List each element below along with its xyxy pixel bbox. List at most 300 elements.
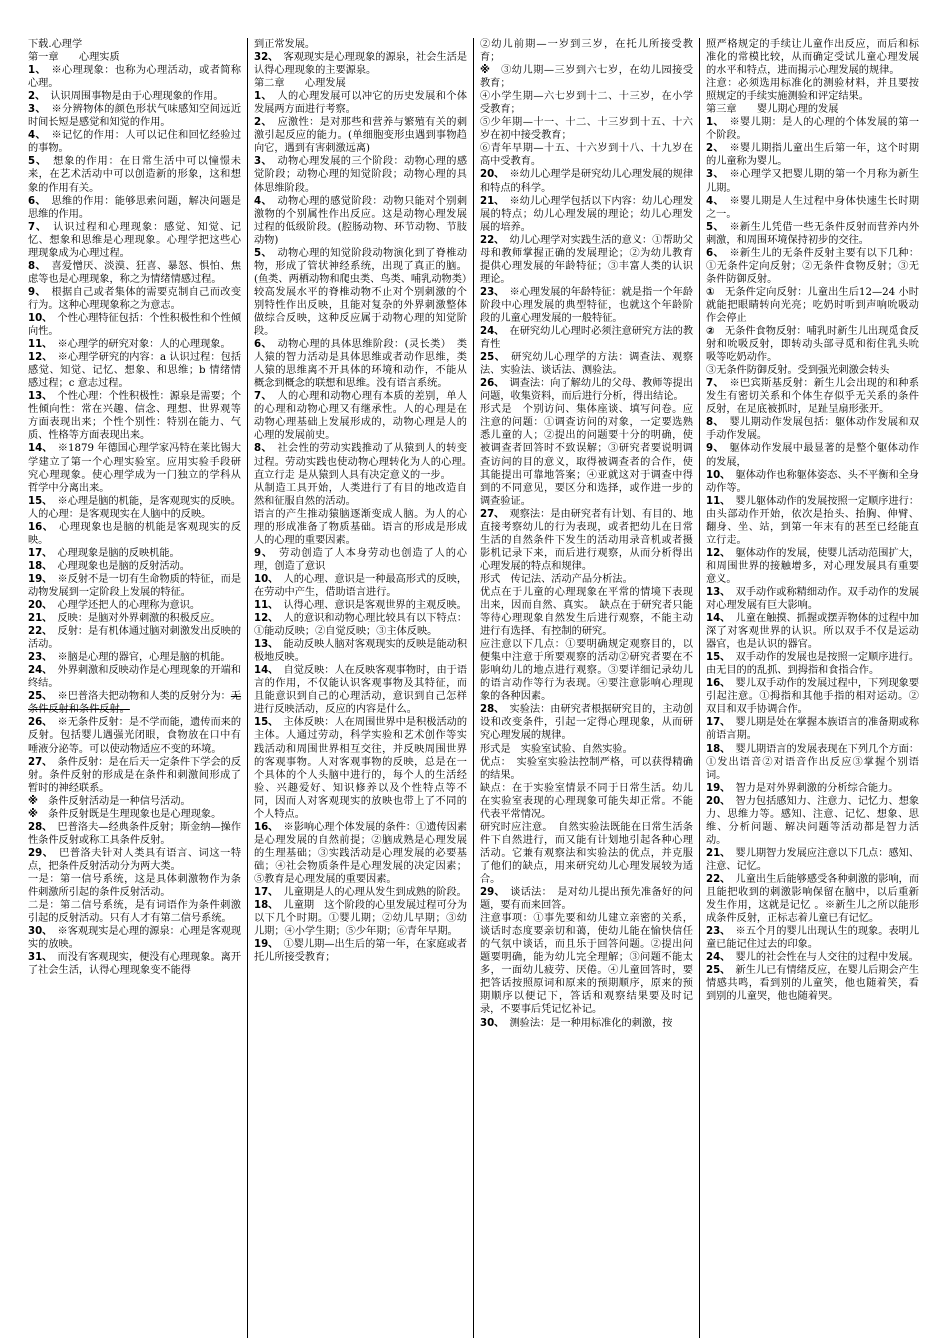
- paragraph: [480, 403, 693, 507]
- item-number: 30、: [28, 926, 48, 938]
- item-text: ⑤少年期—十一、十二、十三岁到十五、十六岁在初中接受教育；: [480, 117, 693, 142]
- paragraph: [28, 664, 241, 690]
- item-text: ※心理学的研究对象：人的心理现象。: [57, 339, 231, 351]
- column-divider: [699, 38, 700, 1338]
- paragraph: [254, 247, 467, 338]
- item-number: 13、: [28, 391, 48, 403]
- item-text: 认得心理、意识是客观世界的主观反映。: [283, 600, 467, 612]
- item-text: 调查法：向了解幼儿的父母、教师等提出问题，收集资料，而后进行分析，得出结论。: [480, 378, 694, 403]
- paragraph: [254, 116, 467, 155]
- paragraph: [706, 586, 919, 612]
- paragraph: [28, 951, 241, 977]
- item-number: 9、: [706, 443, 719, 455]
- item-text: 形式是 个别访问、集体座谈、填写问卷。应注意的问题：①调查访问的对象，一定要选熟悉儿童的人；②提出的问题要十分的明确，使被调查者回答时不致误解；③研究者要说明调查访问的目的意义，取得被调查者的合作，使其能提出可靠地答案；④亚就这对于调查中得到的不同意见，要区分和选择，或作进一步的调查验证。: [480, 404, 693, 507]
- item-number: 16、: [28, 521, 49, 533]
- paragraph: [480, 286, 693, 325]
- paragraph: [706, 116, 919, 142]
- item-number: 15、: [254, 717, 274, 729]
- paragraph: [28, 821, 241, 847]
- column-divider: [473, 38, 474, 1338]
- item-text: 无条件食物反射：哺乳时新生儿出现觅食反射和吮吸反射，即转动头部寻觅和衔住乳头吮吸等吃奶动作。: [706, 326, 919, 364]
- item-number: 7、: [28, 221, 43, 233]
- item-number: 6、: [254, 339, 267, 351]
- item-number: ※: [28, 808, 38, 820]
- paragraph: [28, 221, 241, 260]
- item-number: 23、: [706, 926, 726, 938]
- item-number: ②: [706, 326, 715, 338]
- item-number: 25、: [706, 965, 726, 977]
- paragraph: [706, 377, 919, 416]
- item-number: 4、: [254, 195, 267, 207]
- item-text: ※1879 年德国心理学家冯特在莱比锡大学建立了第一个心理实验室。应用实验手段研究心理现象。使心理学成为一门独立的学科从哲学中分离出来。: [28, 443, 242, 494]
- item-number: 27、: [480, 508, 500, 520]
- paragraph: [254, 573, 467, 599]
- paragraph: [706, 221, 919, 247]
- paragraph: [254, 899, 467, 938]
- item-text: ※巴宾斯基反射：新生儿会出现的和种系发生有密切关系和个体生存似乎无关系的条件反射，在足底被抓时，足趾呈扇形张开。: [706, 378, 920, 416]
- item-text: 婴儿期是处在掌握本族语言的准备期或称前语言期。: [706, 717, 920, 742]
- paragraph: [28, 312, 241, 338]
- item-number: 15、: [28, 495, 48, 507]
- item-number: 1、: [254, 91, 267, 103]
- item-text: 注意事项：①事先要和幼儿建立亲密的关系，谈话时态度要亲切和蔼，使幼儿能在愉快信任的气氛中谈话，而且乐于回答问题。②提出问题要明确，能为幼儿完全理解；③问题不能太多，一面幼儿疲劳、厌倦。④儿童回答时，要把答话按照原词和原来的预期顺序，原来的预期顺序以便记下，答话和观察结果要及时记录，不要事后凭记忆补记。: [480, 913, 693, 1016]
- item-number: 18、: [706, 743, 726, 755]
- item-text: ③无条件防御反射。受到强光刺激会转头: [706, 365, 890, 377]
- item-number: 25、: [28, 691, 48, 703]
- item-number: 3、: [706, 169, 719, 181]
- paragraph: [706, 142, 919, 168]
- paragraph: [254, 612, 467, 638]
- item-number: 9、: [28, 286, 41, 298]
- item-text: 无条件定向反射：儿童出生后12—24 小时就能把眼睛转向光亮；吃奶时听到声响吮吸动作会停止: [706, 286, 919, 324]
- paragraph: [480, 638, 693, 703]
- item-text: ※脑是心理的器官，心理是脑的机能。: [57, 652, 231, 664]
- item-text: 动物心理的感觉阶段：动物只能对个别刺激物的个别属性作出反应。这是动物心理发展过程的低级阶段。(腔肠动物、环节动物、节肢动物): [254, 195, 468, 246]
- item-text: ※无条件反射：是不学而能，遗传而来的反射。包括婴儿遇强光闭眼，食物放在口中有唾液分泌等。可以使动物适应不变的环境。: [28, 717, 242, 755]
- item-text: 双手动作的发展也是按照一定顺序进行。由无目的的乱抓、到拇指和食指合作。: [706, 652, 920, 677]
- item-text: 婴儿期智力发展应注意以下几点：感知、注意、记忆。: [706, 847, 920, 872]
- item-number: 10、: [254, 573, 274, 585]
- column-2: [254, 38, 478, 1334]
- item-number: 20、: [706, 795, 726, 807]
- item-text: 第二章 心理发展: [254, 78, 346, 90]
- item-text: 新生儿已有情绪反应，在婴儿后期会产生情感共鸣，看到别的儿童笑，他也随着笑，看到别的儿童哭，他也随着哭。: [706, 965, 920, 1003]
- paragraph: [28, 286, 241, 312]
- item-number: 13、: [254, 639, 274, 651]
- paragraph: [28, 795, 241, 808]
- item-number: 16、: [254, 821, 274, 833]
- paragraph: [28, 64, 241, 90]
- item-text: 儿童在触摸、抓握或摆弄物体的过程中加深了对客观世界的认识。所以双手不仅是运动器官，也是认识的器官。: [706, 613, 920, 651]
- item-text: 人的意识和动物心理比较具有以下特点：①能动反映；②自觉反映；③主体反映。: [254, 613, 468, 638]
- item-number: 11、: [706, 495, 726, 507]
- item-text: 第一章 心理实质: [28, 52, 120, 64]
- item-number: 3、: [28, 104, 41, 116]
- item-text: 婴儿的社会性在与人交往的过程中发展。: [735, 952, 919, 964]
- item-text: 从制造工具开始，人类进行了有目的地改造自然和征服自然的活动。: [254, 482, 467, 507]
- paragraph: [28, 38, 241, 51]
- item-text: 人的心理发展可以冲它的历史发展和个体发展两方面进行考察。: [254, 91, 468, 116]
- item-text: ※反射不是一切有生命物质的特征，而是动物发展到一定阶段上发展的特征。: [28, 573, 242, 598]
- item-text: 条件反射：是在后天一定条件下学会的反射。条件反射的形成是在条件和刺激间形成了暂时的神经联系。: [28, 756, 242, 794]
- item-text: 婴儿期动作发展包括：躯体动作发展和双手动作发展。: [706, 417, 920, 442]
- item-text: 缺点：在于实验室情景不同于日常生活。幼儿在实验室表现的心理现象可能失却正常。不能代表平常情况。: [480, 782, 693, 820]
- item-number: 21、: [706, 847, 726, 859]
- paragraph: [28, 690, 241, 716]
- paragraph: [480, 38, 693, 64]
- item-text: ※婴儿期是人生过程中身体快速生长时期之一。: [706, 195, 920, 220]
- item-text: 个性心理特征包括：个性积极性和个性倾向性。: [28, 312, 242, 338]
- paragraph: [254, 38, 467, 51]
- item-number: 28、: [28, 821, 48, 833]
- paragraph: [480, 234, 693, 286]
- item-number: 1、: [28, 65, 41, 77]
- paragraph: [706, 925, 919, 951]
- item-text: ※婴儿期：是人的心理的个体发展的第一个阶段。: [706, 117, 920, 142]
- paragraph: [706, 743, 919, 782]
- paragraph: [28, 808, 241, 821]
- item-text: ②幼儿前期—一岁到三岁，在托儿所接受教育；: [480, 39, 693, 64]
- paragraph: [480, 703, 693, 742]
- paragraph: [706, 325, 919, 364]
- item-text: 劳动创造了人本身劳动也创造了人的心理，创造了意识: [254, 547, 467, 572]
- paragraph: [480, 743, 693, 756]
- item-number: 24、: [28, 665, 48, 677]
- item-text: 动物心理的知觉阶段动物演化到了脊椎动物，形成了管状神经系统，出现了真正的脑。(鱼类、两栖动物和爬虫类、鸟类、哺乳动物类）较高发展水平的脊椎动物不止对个别刺激的个别特性作出反映，且能对复杂的外界刺激整体做综合反映，这种反应属于动物心理的知觉阶段。: [254, 247, 468, 338]
- item-text: 二是：第二信号系统，是有词语作为条件刺激引起的反射活动。只有人才有第二信号系统。: [28, 900, 241, 925]
- paragraph: [480, 508, 693, 573]
- paragraph: [706, 469, 919, 495]
- item-text: 婴儿躯体动作的发展按照一定顺序进行：由头部动作开始，依次是抬头、抬胸、伸臂、翻身、坐、站，到第一年末有的甚至已经能直立行走。: [706, 495, 920, 546]
- item-number: 3、: [254, 156, 267, 168]
- paragraph: [480, 90, 693, 116]
- paragraph: [254, 51, 467, 77]
- paragraph: [28, 195, 241, 221]
- item-number: 22、: [480, 234, 500, 246]
- paragraph: [28, 260, 241, 286]
- item-text: 观察法：是由研究者有计划、有目的、地直接考察幼儿的行为表现，或者把幼儿在日常生活的自然条件下发生的活动用录音机或者摄影机记录下来，而后进行观察，从而分析得出心理发展的特点和规律。: [480, 508, 694, 572]
- paragraph: [480, 116, 693, 142]
- item-number: 4、: [28, 130, 41, 142]
- item-number: 19、: [706, 782, 726, 794]
- paragraph: [706, 364, 919, 377]
- item-number: 2、: [706, 143, 719, 155]
- item-text: 在研究幼儿心理时必须注意研究方法的教育性: [480, 326, 694, 351]
- item-text: 心理学还把人的心理称为意识。: [57, 600, 201, 612]
- paragraph: [706, 951, 919, 964]
- item-text: 到正常发展。: [254, 39, 316, 50]
- paragraph: [706, 195, 919, 221]
- item-text: 优点在于儿童的心理现象在平常的情境下表现出来，因而自然、真实。 缺点在于研究者只能等待心理现象自然发生后进行观察，不能主动进行有选择、有控制的研究。: [480, 586, 693, 638]
- paragraph: [28, 847, 241, 873]
- paragraph: [28, 442, 241, 494]
- item-text: 下载.心理学: [28, 39, 83, 50]
- paragraph: [706, 168, 919, 194]
- item-number: 17、: [28, 547, 48, 559]
- item-text: ※分辨物体的颜色形状气味感知空间远近时间长短是感觉和知觉的作用。: [28, 104, 242, 129]
- item-number: 7、: [706, 378, 719, 390]
- paragraph: [254, 664, 467, 716]
- item-text: 心理现象是脑的反映机能。: [57, 547, 180, 559]
- paragraph: [254, 482, 467, 508]
- paragraph: [480, 64, 693, 90]
- paragraph: [28, 390, 241, 442]
- column-divider: [247, 38, 248, 1338]
- paragraph: [706, 716, 919, 742]
- item-number: 24、: [706, 952, 726, 964]
- paragraph: [480, 573, 693, 586]
- paragraph: [28, 873, 241, 899]
- item-text: 主体反映：人在周围世界中是积极活动的主体。人通过劳动，科学实验和艺术创作等实践活动和周围世界相互交往，并反映周围世界的客观事物。人对客观事物的反映，总是在一个具体的个人头脑中进行的，每个人的生活经验、兴趣爱好、知识修养以及个性特点等不同，因而人对客观现实的放映也带上了不同的个人特点。: [254, 717, 468, 820]
- paragraph: [254, 90, 467, 116]
- item-text: 幼儿心理学对实践生活的意义：①帮助父母和教师掌握正确的发展理论；②为幼儿教育提供心理发展的年龄特征；③丰富人类的认识理论。: [480, 234, 694, 285]
- item-text: 思维的作用：能够思索问题，解决问题是思维的作用。: [28, 195, 242, 220]
- paragraph: [28, 560, 241, 573]
- item-number: 5、: [254, 247, 267, 259]
- item-text: 应激性：是对那些和营养与繁殖有关的刺激引起反应的能力。(单细胞变形虫遇到事物趋向它，遇到有害刺激远离): [254, 117, 468, 155]
- paragraph: [480, 886, 693, 912]
- item-number: 10、: [706, 469, 726, 481]
- column-1: [28, 38, 241, 1334]
- item-text: 研究时应注意。 自然实验法既能在日常生活条件下自然进行，而又能有计划地引起各种心理活动。它兼有观察法和实验法的优点，并克服了他们的缺点，用来研究幼儿心理发展较为适合。: [480, 821, 693, 885]
- paragraph: [28, 521, 241, 547]
- paragraph: [254, 338, 467, 390]
- paragraph: [706, 495, 919, 547]
- item-number: 15、: [706, 652, 726, 664]
- paragraph: [706, 795, 919, 847]
- item-text: 想象的作用：在日常生活中可以憧憬未来，在艺术活动中可以创造新的形象，这和想象的作用有关。: [28, 156, 241, 194]
- paragraph: [254, 716, 467, 820]
- item-text: 而没有客观现实，便没有心理现象。离开了社会生活，认得心理现象变不能得: [28, 952, 242, 977]
- item-number: 2、: [28, 91, 41, 103]
- item-number: 4、: [706, 195, 719, 207]
- item-text: 婴儿双手动作的发展过程中，下列现象要引起注意。①拇指和其他手指的相对运动。②双目和双手协调合作。: [706, 678, 920, 716]
- item-text: ※新生儿的无条件反射主要有以下几种：①无条件定向反射；②无条件食物反射；③无条件防御反射。: [706, 247, 920, 285]
- item-text: 婴儿期语言的发展表现在下列几个方面：①发出语音②对语音作出反应③掌握个别语词。: [706, 743, 920, 781]
- item-number: 12、: [28, 352, 48, 364]
- item-text: 人的心理、意识是一种最高形式的反映，在劳动中产生，借助语言进行。: [254, 573, 468, 598]
- paragraph: [480, 821, 693, 886]
- item-number: 30、: [480, 1017, 500, 1029]
- item-text: 照严格规定的手续让儿童作出反应，而后和标准化的常模比较，从而确定受试儿童心理发展的水平和特点，进而揭示心理发展的规律。: [706, 39, 919, 77]
- paragraph: [28, 103, 241, 129]
- paragraph: [706, 286, 919, 325]
- item-number: 14、: [254, 665, 274, 677]
- item-text: 注意：必须选用标准化的测验材料，并且要按照规定的手续实施测验和评定结果。: [706, 78, 919, 103]
- item-number: 8、: [706, 417, 719, 429]
- item-text: ④小学生期—六七岁到十二、十三岁，在小学受教育；: [480, 91, 693, 116]
- item-text: 个性心理：个性积极性：源泉是需要；个性倾向性：常在兴趣、信念、理想、世界观等方面表现出来；个性个别性：特别在能力、气质、性格等方面表现出来。: [28, 391, 242, 442]
- paragraph: [480, 142, 693, 168]
- item-text: 躯体动作发展中最显著的是整个躯体动作的发展，: [706, 443, 920, 468]
- paragraph: [28, 547, 241, 560]
- struck-text: 无条件反射和条件反射。: [28, 691, 242, 716]
- paragraph: [254, 547, 467, 573]
- item-number: 5、: [706, 221, 719, 233]
- paragraph: [28, 899, 241, 925]
- item-number: 19、: [28, 573, 48, 585]
- paragraph: [480, 1017, 693, 1030]
- paragraph: [28, 651, 241, 664]
- paragraph: [28, 129, 241, 155]
- item-text: 条件反射活动是一种信号活动。: [48, 795, 191, 807]
- item-text: 心理现象也是脑的机能是客观现实的反映。: [28, 521, 242, 546]
- item-text: 形式是 实验室试验、自然实验。: [480, 743, 633, 755]
- item-number: 10、: [28, 312, 48, 324]
- item-number: 11、: [28, 339, 48, 351]
- item-number: 29、: [28, 847, 49, 859]
- item-text: 一是：第一信号系统，这是具体刺激物作为条件刺激所引起的条件反射活动。: [28, 874, 241, 899]
- paragraph: [706, 873, 919, 925]
- item-text: 巴普洛夫—经典条件反射；斯金纳—操作性条件反射或称工具条件反射。: [28, 821, 242, 846]
- item-number: 14、: [706, 613, 726, 625]
- item-text: 根据自己或者集体的需要克制自己而改变行为。这种心理现象称之为意志。: [28, 286, 242, 311]
- paragraph: [28, 612, 241, 625]
- paragraph: [28, 51, 241, 64]
- paragraph: [28, 495, 241, 521]
- item-text: ※心理发展的年龄特征：就是指一个年龄阶段中心理发展的典型特征，也就这个年龄阶段的儿童心理发展的一般特征。: [480, 286, 694, 324]
- item-text: ③幼儿期—三岁到六七岁，在幼儿园接受教育；: [480, 65, 694, 90]
- item-number: 28、: [480, 704, 500, 716]
- item-number: 12、: [254, 613, 274, 625]
- paragraph: [254, 938, 467, 964]
- paragraph: [254, 442, 478, 481]
- paragraph: [28, 155, 241, 194]
- item-text: ※影响心理个体发展的条件：①遗传因素是心理发展的自然前提；②脑成熟是心理发展的生理基础；③实践活动是心理发展的必要基础；④社会物质条件是心理发展的决定因素；⑤教育是心理发展的重要因素。: [254, 821, 468, 885]
- paragraph: [706, 677, 919, 716]
- item-text: 儿童期 这个阶段的心里发展过程可分为以下几个时期。①婴儿期；②幼儿早期；③幼儿期；④小学生期；⑤少年期；⑥青年早期。: [254, 900, 468, 938]
- item-number: 16、: [706, 678, 726, 690]
- item-number: 17、: [254, 887, 274, 899]
- item-text: ※心理学研究的内容：a 认识过程：包括感觉、知觉、记忆、想象、和思维；b 情绪情感过程；c 意志过程。: [28, 352, 242, 390]
- item-number: 14、: [28, 443, 48, 455]
- item-number: 18、: [254, 900, 274, 912]
- paragraph: [28, 625, 241, 651]
- paragraph: [706, 964, 919, 1003]
- item-number: 9、: [254, 547, 269, 559]
- item-number: 8、: [28, 260, 41, 272]
- item-number: 24、: [480, 326, 500, 338]
- item-number: 19、: [254, 939, 274, 951]
- item-text: 动物心理发展的三个阶段：动物心理的感觉阶段；动物心理的知觉阶段；动物心理的具体思维阶段。: [254, 156, 468, 194]
- item-text: 智力是对外界刺激的分析综合能力。: [735, 782, 899, 794]
- item-number: 26、: [28, 717, 48, 729]
- paragraph: [254, 886, 467, 899]
- item-text: 智力包括感知力、注意力、记忆力、想象力、思维力等。感知、注意、记忆、想象、思维、分析问题、解决问题等活动都是智力活动。: [706, 795, 920, 846]
- item-text: 认识过程和心理现象：感觉、知觉、记忆、想象和思维是心理现象。心理学把这些心理现象成为心理过程。: [28, 221, 241, 259]
- paragraph: [706, 103, 919, 116]
- item-text: 双手动作或称精细动作。双手动作的发展对心理发展有巨大影响。: [706, 586, 920, 612]
- item-text: 躯体动作也称躯体姿态、头不平衡和全身动作等。: [706, 469, 920, 494]
- paragraph: [28, 351, 241, 390]
- item-number: 27、: [28, 756, 48, 768]
- item-number: 8、: [254, 443, 267, 455]
- item-text: 测验法：是一种用标准化的刺激，按: [509, 1017, 673, 1029]
- item-text: ※客观现实是心理的源泉：心理是客观现实的放映。: [28, 926, 242, 951]
- paragraph: [706, 612, 919, 651]
- item-text: 形式 传记法、活动产品分析法。: [480, 573, 633, 585]
- paragraph: [254, 599, 467, 612]
- item-text: 儿童期是人的心理从发生到成熟的阶段。: [283, 887, 467, 899]
- item-text: ※记忆的作用：人可以记住和回忆经验过的事物。: [28, 130, 242, 155]
- item-text: 躯体动作的发展，使婴儿活动范围扩大，和周围世界的接触增多，对心理发展具有重要意义。: [706, 547, 920, 585]
- item-text: 研究幼儿心理学的方法：调查法、观察法、实验法、谈话法、测验法。: [480, 352, 694, 377]
- item-number: 5、: [28, 156, 43, 168]
- item-number: 20、: [28, 600, 48, 612]
- item-text: 动物心理的具体思维阶段：(灵长类） 类人猿的智力活动是具体思维或者动作思维，类人猿的思维离不开具体的环境和动作，不能从概念到概念的联想和思维。没有语言系统。: [254, 339, 468, 390]
- paragraph: [480, 912, 693, 1016]
- item-number: 7、: [254, 391, 267, 403]
- item-text: 优点： 实验室实验法控制严格，可以获得精确的结果。: [480, 756, 693, 781]
- item-number: 25、: [480, 352, 501, 364]
- item-text: 心理现象也是脑的反射活动。: [57, 560, 190, 572]
- item-text: ①婴儿期—出生后的第一年，在家庭或者托儿所接受教育；: [254, 939, 468, 964]
- item-text: 谈话法： 是对幼儿提出预先准备好的问题，要有而来回答。: [480, 887, 693, 912]
- item-text: 条件反射既是生理现象也是心理现象。: [48, 808, 222, 820]
- paragraph: [706, 651, 919, 677]
- item-number: 18、: [28, 560, 48, 572]
- item-text: 外界刺激和反映动作是心理现象的开端和终结。: [28, 665, 242, 690]
- item-number: 13、: [706, 586, 726, 598]
- item-text: 喜爱憎厌、淡漠、狂喜、暴怒、惧怕、焦虑等也是心理现象，称之为情绪情感过程。: [28, 260, 242, 285]
- paragraph: [254, 390, 467, 442]
- item-number: 1、: [706, 117, 719, 129]
- item-text: 反映：是脑对外界刺激的积极反应。: [57, 613, 221, 625]
- paragraph: [706, 547, 919, 586]
- paragraph: [480, 325, 693, 351]
- item-text: 巴普洛夫针对人类具有语言、词这一特点，把条件反射活动分为两大类。: [28, 847, 242, 872]
- paragraph: [254, 821, 467, 886]
- item-text: 认识周围事物是由于心理现象的作用。: [50, 91, 224, 103]
- item-text: ※五个月的婴儿出现认生的现象。表明儿童已能记住过去的印象。: [706, 926, 920, 951]
- paragraph: [706, 782, 919, 795]
- paragraph: [480, 782, 693, 821]
- item-text: ※新生儿凭借一些无条件反射而营养内外刺激，和周围环境保持初步的交往。: [706, 221, 920, 246]
- item-text: 反射：是有机体通过脑对刺激发出反映的活动。: [28, 626, 242, 651]
- paragraph: [480, 195, 693, 234]
- item-number: 17、: [706, 717, 726, 729]
- paragraph: [254, 77, 467, 90]
- item-number: 6、: [28, 195, 41, 207]
- paragraph: [480, 168, 693, 194]
- item-number: ※: [480, 65, 491, 77]
- item-text: 实验法：由研究者根据研究目的，主动创设和改变条件，引起一定得心理现象，从而研究心理发展的规律。: [480, 704, 694, 742]
- item-text: 自觉反映：人在反映客观事物时，由于语言的作用，不仅能认识客观事物及其特征，而且能意识到自己的心理活动，意识到自己怎样进行反映活动，反应的内容是什么。: [254, 665, 468, 716]
- item-text: 第三章 婴儿期心理的发展: [706, 104, 839, 116]
- item-number: 11、: [254, 600, 274, 612]
- item-text: 儿童出生后能够感受各种刺激的影响，而且能把收到的刺激影响保留在脑中，以后重新发生作用，这就是记忆 。※新生儿之所以能形成条件反射，正标志着儿童已有记忆。: [706, 874, 920, 925]
- item-number: 21、: [480, 195, 500, 207]
- item-number: ①: [706, 286, 715, 298]
- item-number: 22、: [28, 626, 48, 638]
- item-number: 31、: [28, 952, 48, 964]
- item-text: ※心理现象：也称为心理活动，或者简称心理。: [28, 65, 242, 90]
- item-text: ※幼儿心理学是研究幼儿心理发展的规律和特点的科学。: [480, 169, 694, 194]
- item-text: ※幼儿心理学包括以下内容：幼儿心理发展的特点；幼儿心理发展的理论；幼儿心理发展的培养。: [480, 195, 694, 233]
- item-number: 6、: [706, 247, 719, 259]
- paragraph: [706, 38, 919, 77]
- paragraph: [480, 756, 693, 782]
- document-page: [28, 38, 928, 1334]
- item-text: 应注意以下几点：①要明确规定观察目的，以便集中注意于所要观察的活动②研究者要在不影响幼儿的地点进行观察。③要详细记录幼儿的语言动作等行为表现。④要注意影响心理现象的各种因素。: [480, 639, 693, 703]
- item-number: ※: [28, 795, 38, 807]
- paragraph: [28, 925, 241, 951]
- item-number: 23、: [28, 652, 48, 664]
- paragraph: [28, 599, 241, 612]
- paragraph: [254, 508, 467, 547]
- item-text: ※心理学又把婴儿期的第一个月称为新生儿期。: [706, 169, 920, 194]
- item-number: 12、: [706, 547, 726, 559]
